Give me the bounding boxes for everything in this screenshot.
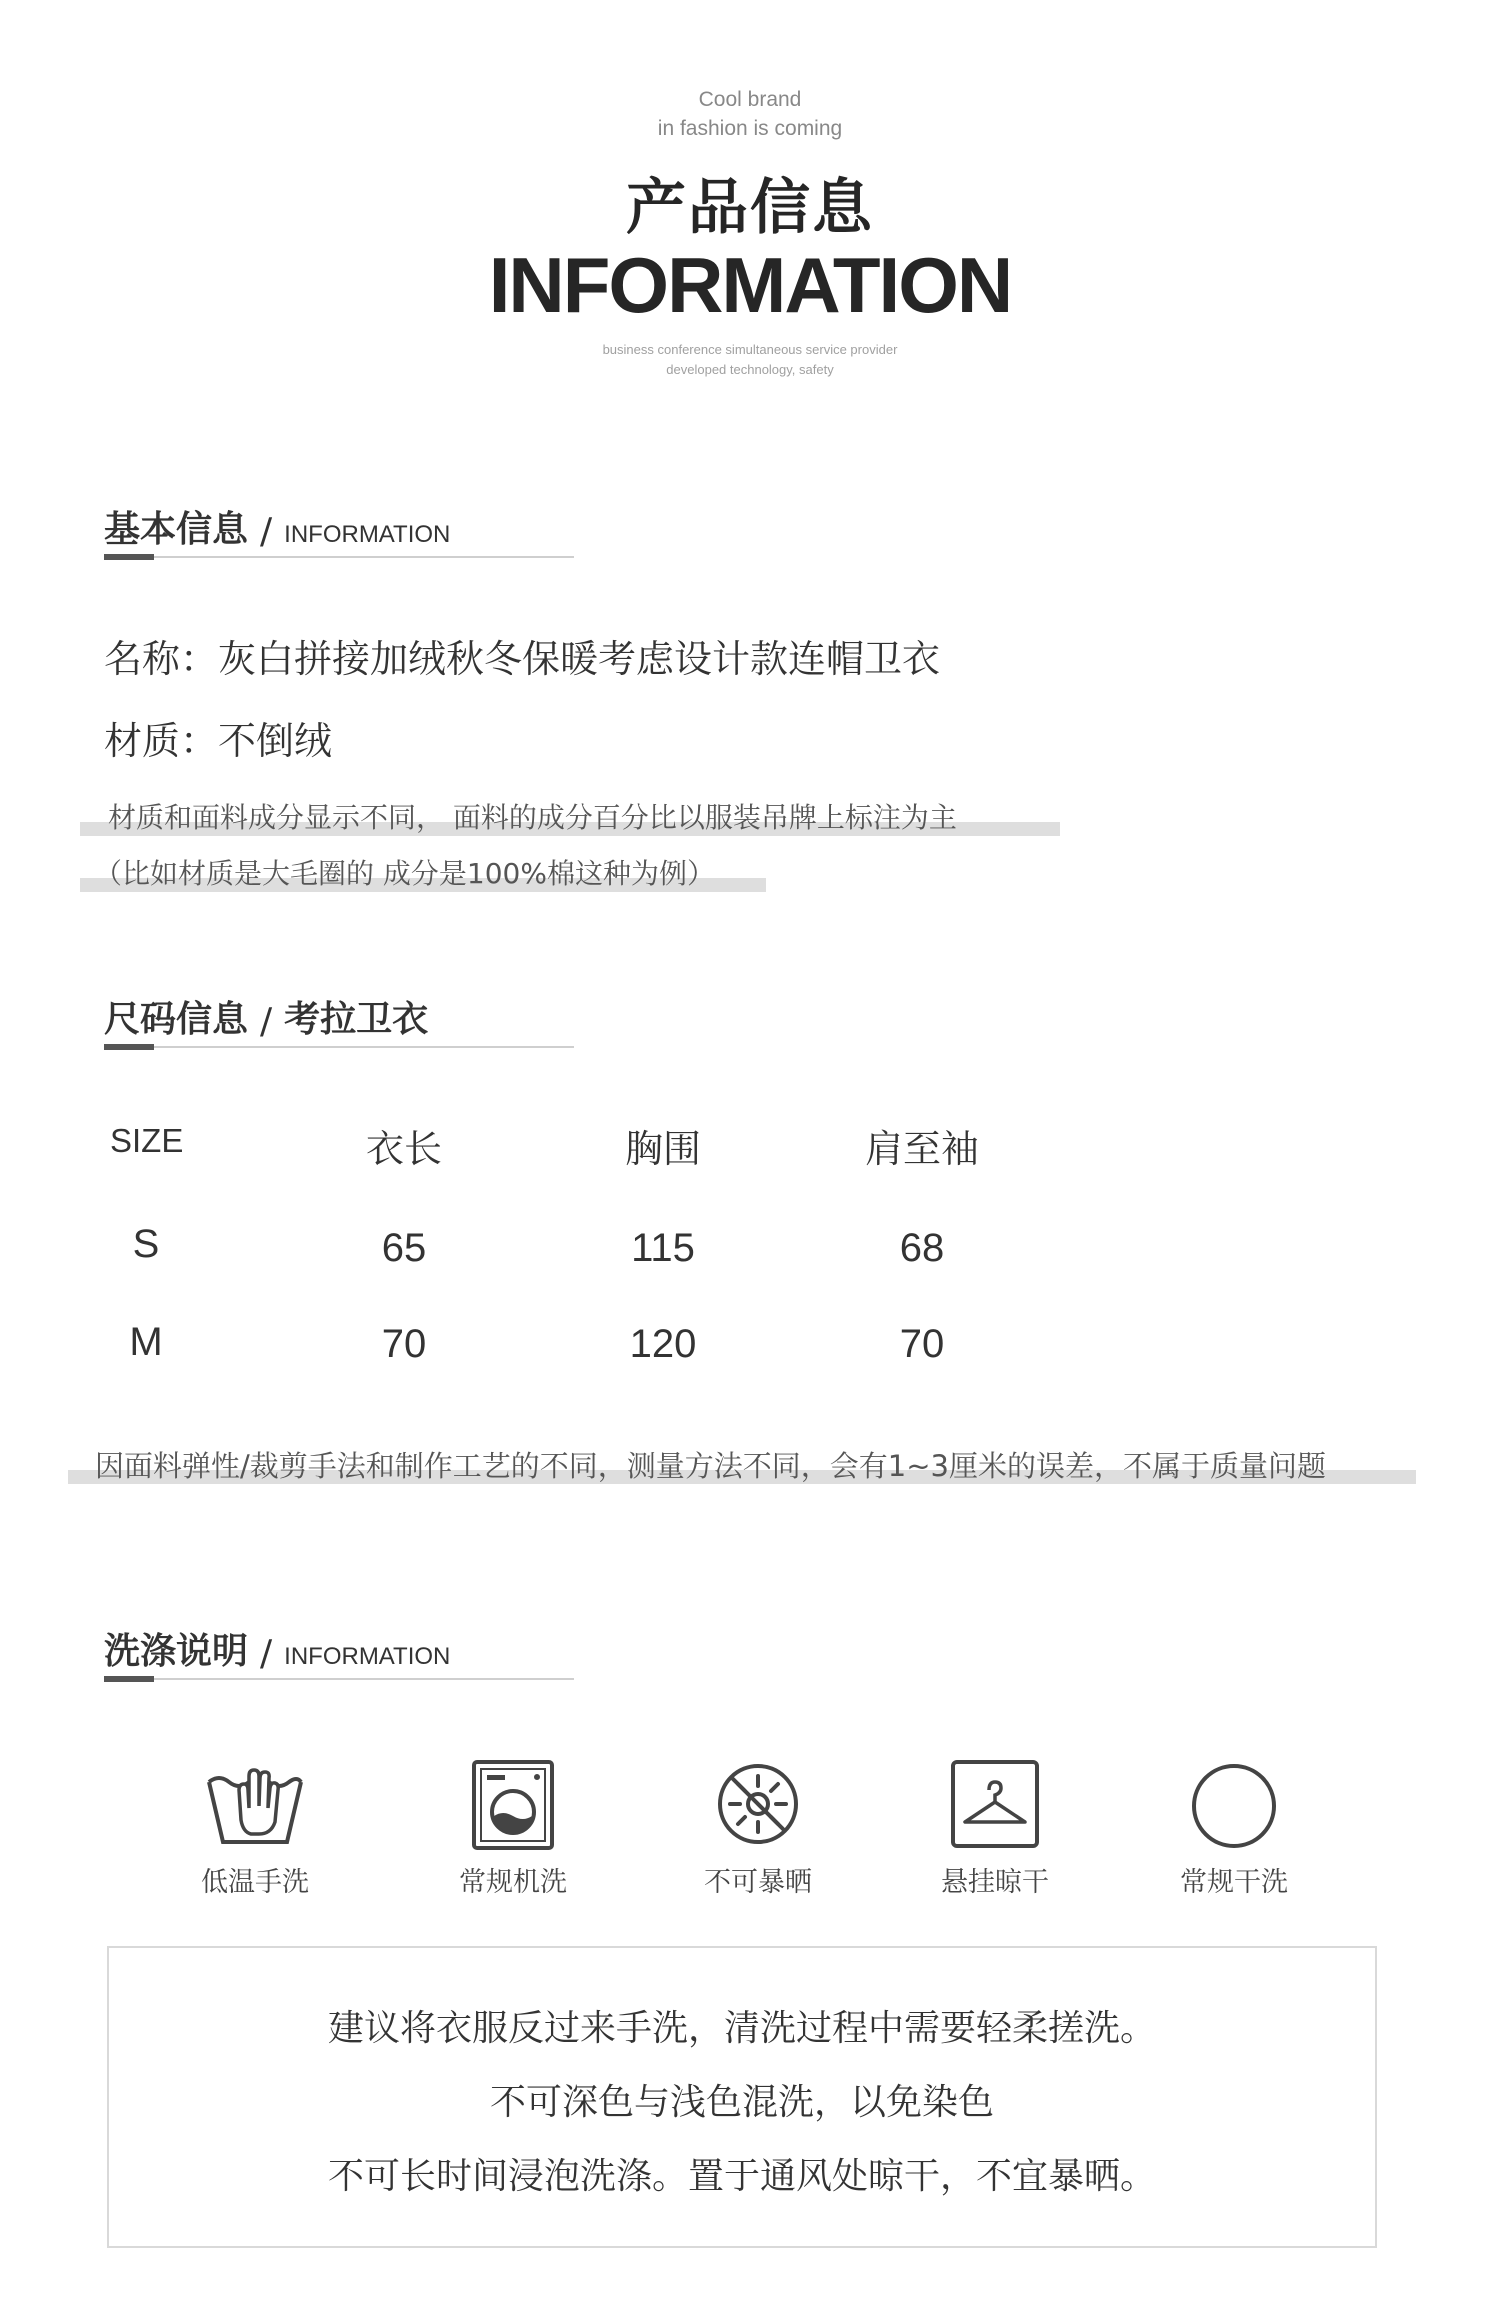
product-material: 材质：不倒绒 (104, 719, 333, 763)
heading-slash: / (260, 1633, 273, 1674)
washing-machine-icon (463, 1760, 563, 1852)
wash-info-heading (104, 1618, 450, 1674)
table-cell: 115 (631, 1226, 695, 1270)
wash-label: 低温手洗 (201, 1867, 309, 1898)
table-cell: 68 (899, 1226, 945, 1270)
hand-wash-icon (205, 1760, 305, 1852)
subtitle-line-2: developed technology, safety (666, 362, 834, 377)
table-cell-size: S (132, 1222, 160, 1266)
wash-item-hand-wash (145, 1760, 365, 1899)
dry-circle-icon (1184, 1760, 1284, 1852)
table-cell-size: M (129, 1320, 163, 1364)
wash-item-no-sun (648, 1760, 868, 1899)
basic-info-heading-cn: 基本信息 (104, 509, 249, 550)
page-title-cn: 产品信息 (626, 173, 874, 243)
wash-item-hang-dry (885, 1760, 1105, 1899)
material-note-1: 材质和面料成分显示不同， 面料的成分百分比以服装吊牌上标注为主 (108, 801, 957, 834)
wash-label: 悬挂晾干 (941, 1867, 1049, 1898)
heading-slash: / (260, 511, 273, 552)
table-cell: 120 (629, 1322, 697, 1366)
section-divider (104, 1678, 574, 1680)
wash-info-heading-cn: 洗涤说明 (104, 1631, 249, 1672)
length-col-header: 衣长 (365, 1127, 442, 1171)
wash-item-dry-clean (1124, 1760, 1344, 1899)
wash-note: 建议将衣服反过来手洗，清洗过程中需要轻柔搓洗。 (327, 2008, 1156, 2049)
table-cell: 65 (381, 1226, 427, 1270)
measurement-disclaimer: 因面料弹性/裁剪手法和制作工艺的不同，测量方法不同，会有1~3厘米的误差，不属于质量问题 (95, 1449, 1326, 1483)
subtitle-line-1: business conference simultaneous service provider (602, 342, 898, 357)
chest-col-header: 胸围 (624, 1127, 701, 1171)
wash-notes-box (107, 1946, 1377, 2248)
wash-label: 不可暴晒 (704, 1867, 812, 1898)
basic-info-heading-en: INFORMATION (284, 521, 451, 548)
wash-label: 常规干洗 (1180, 1867, 1288, 1898)
table-cell: 70 (899, 1322, 945, 1366)
size-info-heading-cn: 尺码信息 (104, 999, 249, 1040)
tagline-line-1: Cool brand (698, 88, 802, 111)
section-divider (104, 556, 574, 558)
sleeve-col-header: 肩至袖 (864, 1127, 979, 1171)
section-divider-accent (104, 554, 154, 560)
basic-info-heading (104, 496, 450, 552)
wash-info-heading-en: INFORMATION (284, 1643, 451, 1670)
size-col-header: SIZE (110, 1122, 184, 1159)
hanger-icon (945, 1760, 1045, 1852)
table-cell: 70 (381, 1322, 427, 1366)
wash-label: 常规机洗 (459, 1867, 567, 1898)
size-info-heading (104, 986, 428, 1042)
material-note-2: （比如材质是大毛圈的 成分是100%棉这种为例） (94, 857, 715, 890)
no-sun-icon (708, 1760, 808, 1852)
product-name: 名称：灰白拼接加绒秋冬保暖考虑设计款连帽卫衣 (104, 637, 941, 681)
wash-note: 不可长时间浸泡洗涤。置于通风处晾干，不宜暴晒。 (327, 2156, 1156, 2197)
section-divider (104, 1046, 574, 1048)
tagline-line-2: in fashion is coming (657, 117, 843, 140)
section-divider-accent (104, 1676, 154, 1682)
wash-note: 不可深色与浅色混洗，以免染色 (489, 2082, 994, 2123)
page-title-en: INFORMATION (488, 241, 1012, 329)
size-info-heading-sub: 考拉卫衣 (284, 999, 429, 1040)
heading-slash: / (260, 1001, 273, 1042)
section-divider-accent (104, 1044, 154, 1050)
wash-item-machine-wash (403, 1760, 623, 1899)
